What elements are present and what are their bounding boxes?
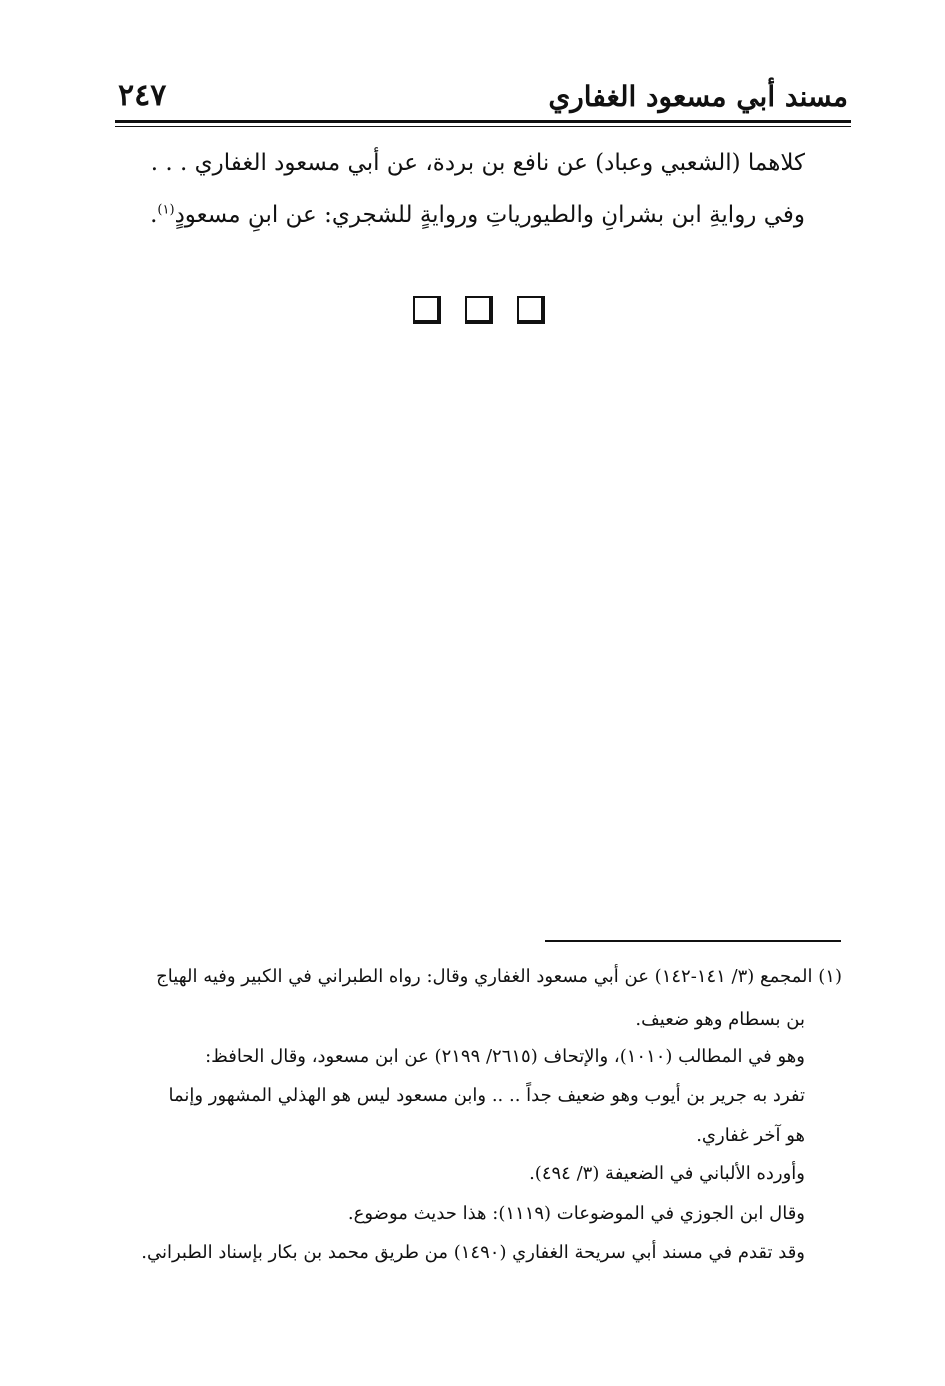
header-rule-thick [115, 120, 851, 123]
footnote-line: وهو في المطالب (١٠١٠)، والإتحاف (٢٦١٥/ ٢١٩٩) عن ابن مسعود، وقال الحافظ: [205, 1046, 805, 1067]
footnote-line: تفرد به جرير بن أيوب وهو ضعيف جداً .. .. وابن مسعود ليس هو الهذلي المشهور وإنما [168, 1085, 805, 1106]
footnote-line: وأورده الألباني في الضعيفة (٣/ ٤٩٤). [529, 1163, 805, 1184]
square-box-icon [413, 296, 441, 324]
running-title: مسند أبي مسعود الغفاري [548, 80, 848, 113]
square-box-icon [465, 296, 493, 324]
page-number: ٢٤٧ [118, 78, 167, 113]
footnote-rule [545, 940, 841, 942]
body-line-2-end: . [150, 202, 158, 228]
section-separator-icon [413, 296, 543, 326]
footnote-line: هو آخر غفاري. [696, 1125, 805, 1146]
body-line-1: كلاهما (الشعبي وعباد) عن نافع بن بردة، عن أبي مسعود الغفاري . . . [150, 150, 805, 176]
footnote-marker: (١) [157, 202, 175, 218]
footnote-line: وقد تقدم في مسند أبي سريحة الغفاري (١٤٩٠) من طريق محمد بن بكار بإسناد الطبراني. [141, 1242, 805, 1263]
square-box-icon [517, 296, 545, 324]
footnote-line: (١) المجمع (٣/ ١٤١-١٤٢) عن أبي مسعود الغفاري وقال: رواه الطبراني في الكبير وفيه الهياج [156, 966, 842, 987]
header-rule-thin [115, 126, 851, 127]
footnote-line: بن بسطام وهو ضعيف. [635, 1009, 805, 1030]
footnote-line: وقال ابن الجوزي في الموضوعات (١١١٩): هذا حديث موضوع. [347, 1203, 805, 1224]
body-line-2-text: وفي روايةِ ابن بشرانِ والطيورياتِ وروايةٍ للشجري: عن ابنِ مسعودٍ [174, 202, 805, 228]
body-line-2 [150, 202, 805, 228]
